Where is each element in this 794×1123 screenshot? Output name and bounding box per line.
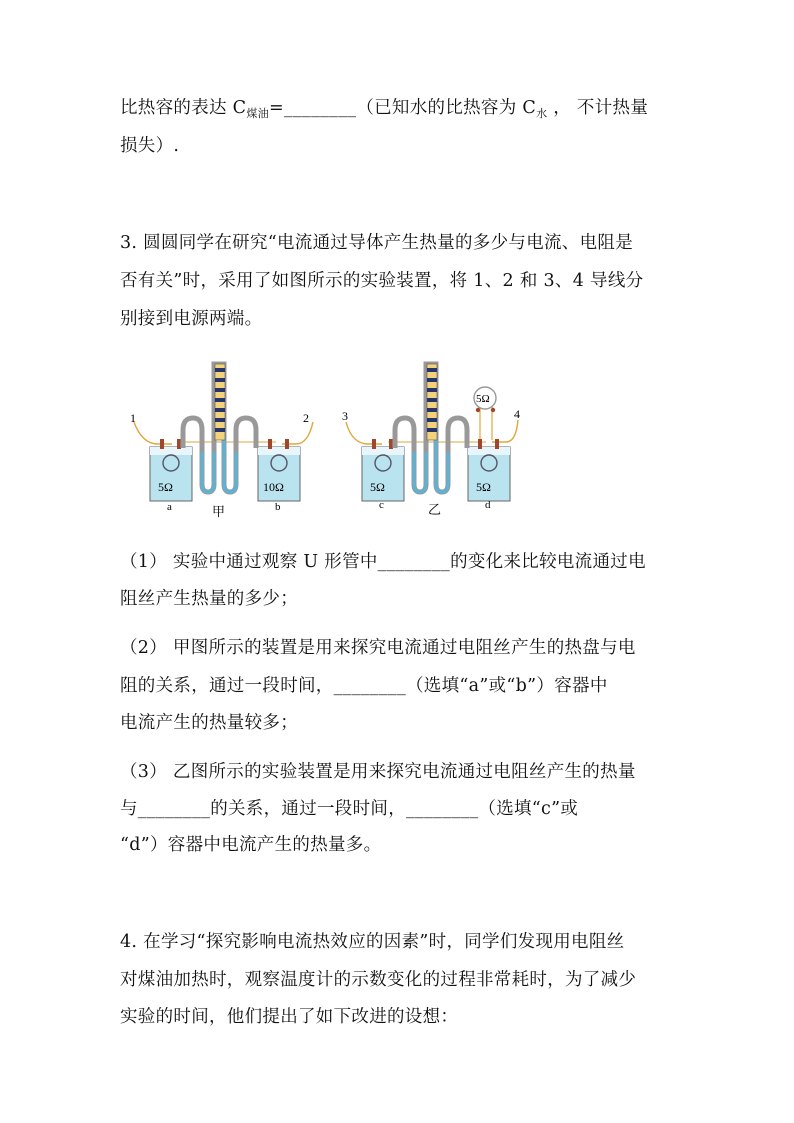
p3-q3-line3: “d”）容器中电流产生的热量多。 (120, 835, 382, 855)
wire-4 (492, 420, 518, 442)
p2-line1-prefix: 比热容的表达 C (120, 98, 247, 118)
wire-label-1: 1 (130, 411, 136, 425)
p3-q3-line1: （3） 乙图所示的实验装置是用来探究电流通过电阻丝产生的热量 (120, 762, 636, 782)
resistor-label-c: 5Ω (370, 480, 385, 494)
p3-q1-line2: 阻丝产生热量的多少； (120, 589, 298, 609)
container-label-b: b (275, 501, 281, 513)
wire-label-4: 4 (514, 407, 520, 421)
container-label-d: d (485, 499, 491, 511)
p2-line1 (120, 96, 648, 122)
p2-line1-suffix: ， 不计热量 (547, 98, 649, 118)
p2-line1-mid: =________（已知水的比热容为 C (268, 98, 537, 118)
p3-line2: 否有关”时，采用了如图所示的实验装置，将 1、2 和 3、4 导线分 (120, 271, 644, 291)
setup-label-yi: 乙 (428, 502, 442, 517)
p4-line2: 对煤油加热时，观察温度计的示数变化的过程非常耗时，为了减少 (120, 970, 637, 990)
p3-line1: 3. 圆圆同学在研究“电流通过导体产生热量的多少与电流、电阻是 (120, 233, 634, 253)
wire-label-2: 2 (303, 411, 309, 425)
p3-q2-line1: （2） 甲图所示的装置是用来探究电流通过电阻丝产生的热盘与电 (120, 638, 636, 658)
p4-line3: 实验的时间，他们提出了如下改进的设想： (120, 1007, 459, 1027)
wire-label-3: 3 (342, 409, 348, 423)
container-label-c: c (379, 499, 384, 511)
wire-3 (346, 422, 382, 444)
resistor-label-a: 5Ω (158, 480, 173, 494)
container-label-a: a (167, 501, 172, 513)
p4-line1: 4. 在学习“探究影响电流热效应的因素”时，同学们发现用电阻丝 (120, 932, 625, 952)
resistor-label-d: 5Ω (476, 480, 491, 494)
p3-q3-line2: 与________的关系，通过一段时间，________（选填“c”或 (120, 799, 579, 819)
setup-label-jia: 甲 (212, 504, 226, 519)
wire-1 (134, 422, 172, 444)
p2-line2: 损失）. (120, 136, 180, 156)
experiment-figure (130, 352, 520, 522)
external-resistor-label: 5Ω (476, 393, 490, 405)
p3-q1-line1: （1） 实验中通过观察 U 形管中________的变化来比较电流通过电 (120, 552, 646, 572)
resistor-label-b: 10Ω (263, 480, 284, 494)
p2-line1-sub2: 水 (536, 107, 548, 120)
p3-line3: 别接到电源两端。 (120, 309, 263, 329)
p2-line1-sub: 煤油 (246, 107, 269, 120)
p3-q2-line3: 电流产生的热量较多； (120, 713, 298, 733)
p3-q2-line2: 阻的关系，通过一段时间，________（选填“a”或“b”）容器中 (120, 676, 608, 696)
